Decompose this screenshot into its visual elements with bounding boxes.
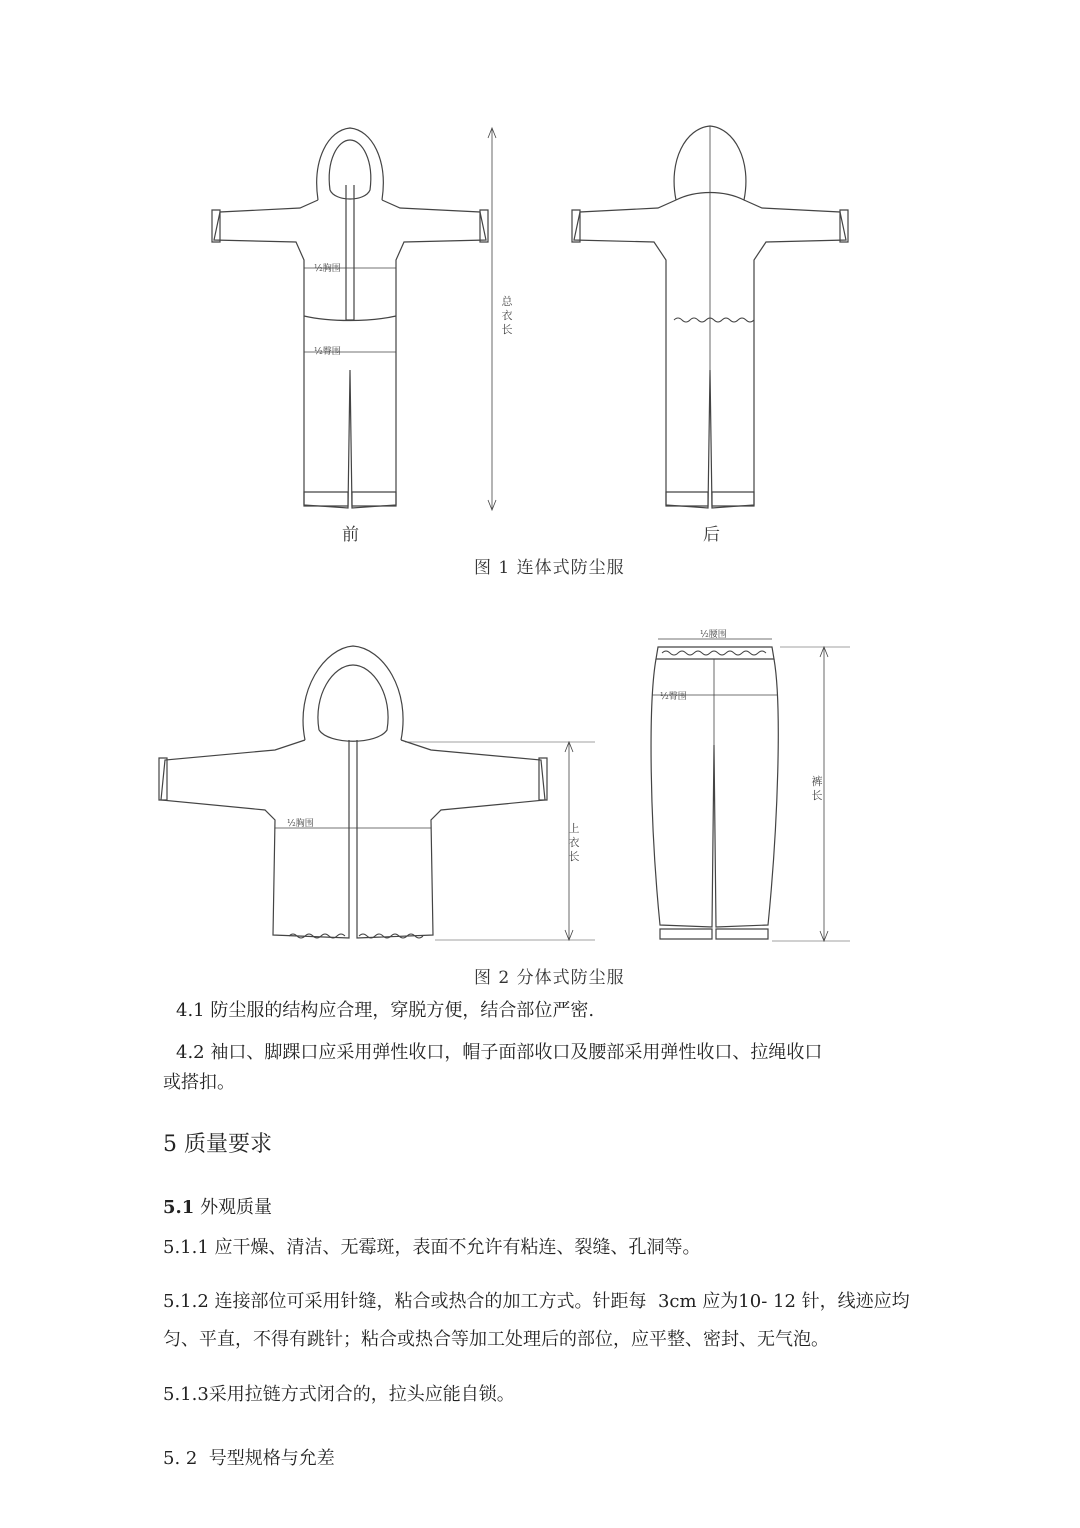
- jacket-drawing: [155, 640, 595, 950]
- back-view-label: 后: [703, 525, 720, 545]
- section-5-1-heading: [163, 1193, 272, 1219]
- para-4-2-line2: 或搭扣。: [163, 1072, 235, 1093]
- jacket-chest-label: ½胸围: [287, 819, 314, 829]
- pants-waist-label: ½腰围: [700, 630, 727, 640]
- coverall-front-drawing: [200, 120, 520, 520]
- front-chest-label: ½胸围: [314, 264, 341, 274]
- section-5-title: 5 质量要求: [163, 1132, 272, 1157]
- para-5-1-3: 5.1.3采用拉链方式闭合的，拉头应能自锁。: [163, 1384, 515, 1405]
- total-length-label: 总衣长: [501, 295, 513, 336]
- para-5-1-2-line1: 5.1.2 连接部位可采用针缝，粘合或热合的加工方式。针距每 3cm 应为10- 12 针，线迹应均: [163, 1291, 910, 1312]
- pants-length-label: 裤长: [811, 775, 823, 802]
- para-5-1-2-line2: 匀、平直，不得有跳针；粘合或热合等加工处理后的部位，应平整、密封、无气泡。: [163, 1329, 829, 1350]
- figure2-caption: 图 2 分体式防尘服: [474, 968, 625, 988]
- front-view-label: 前: [342, 525, 359, 545]
- top-length-label: 上衣长: [568, 822, 580, 863]
- figure1-caption: 图 1 连体式防尘服: [474, 558, 625, 578]
- section-5-1-number: 5.1: [163, 1197, 195, 1218]
- coverall-back-drawing: [564, 120, 864, 520]
- para-4-1: 4.1 防尘服的结构应合理，穿脱方便，结合部位严密.: [176, 1000, 595, 1021]
- pants-hip-label: ½臀围: [660, 692, 687, 702]
- pants-drawing: [640, 625, 860, 945]
- para-4-2-line1: 4.2 袖口、脚踝口应采用弹性收口，帽子面部收口及腰部采用弹性收口、拉绳收口: [176, 1042, 823, 1063]
- section-5-1-title: 外观质量: [200, 1197, 273, 1218]
- para-5-1-1: 5.1.1 应干燥、清洁、无霉斑，表面不允许有粘连、裂缝、孔洞等。: [163, 1237, 701, 1258]
- section-5-2-heading: 5. 2 号型规格与允差: [163, 1448, 335, 1469]
- front-hip-label: ½臀围: [314, 347, 341, 357]
